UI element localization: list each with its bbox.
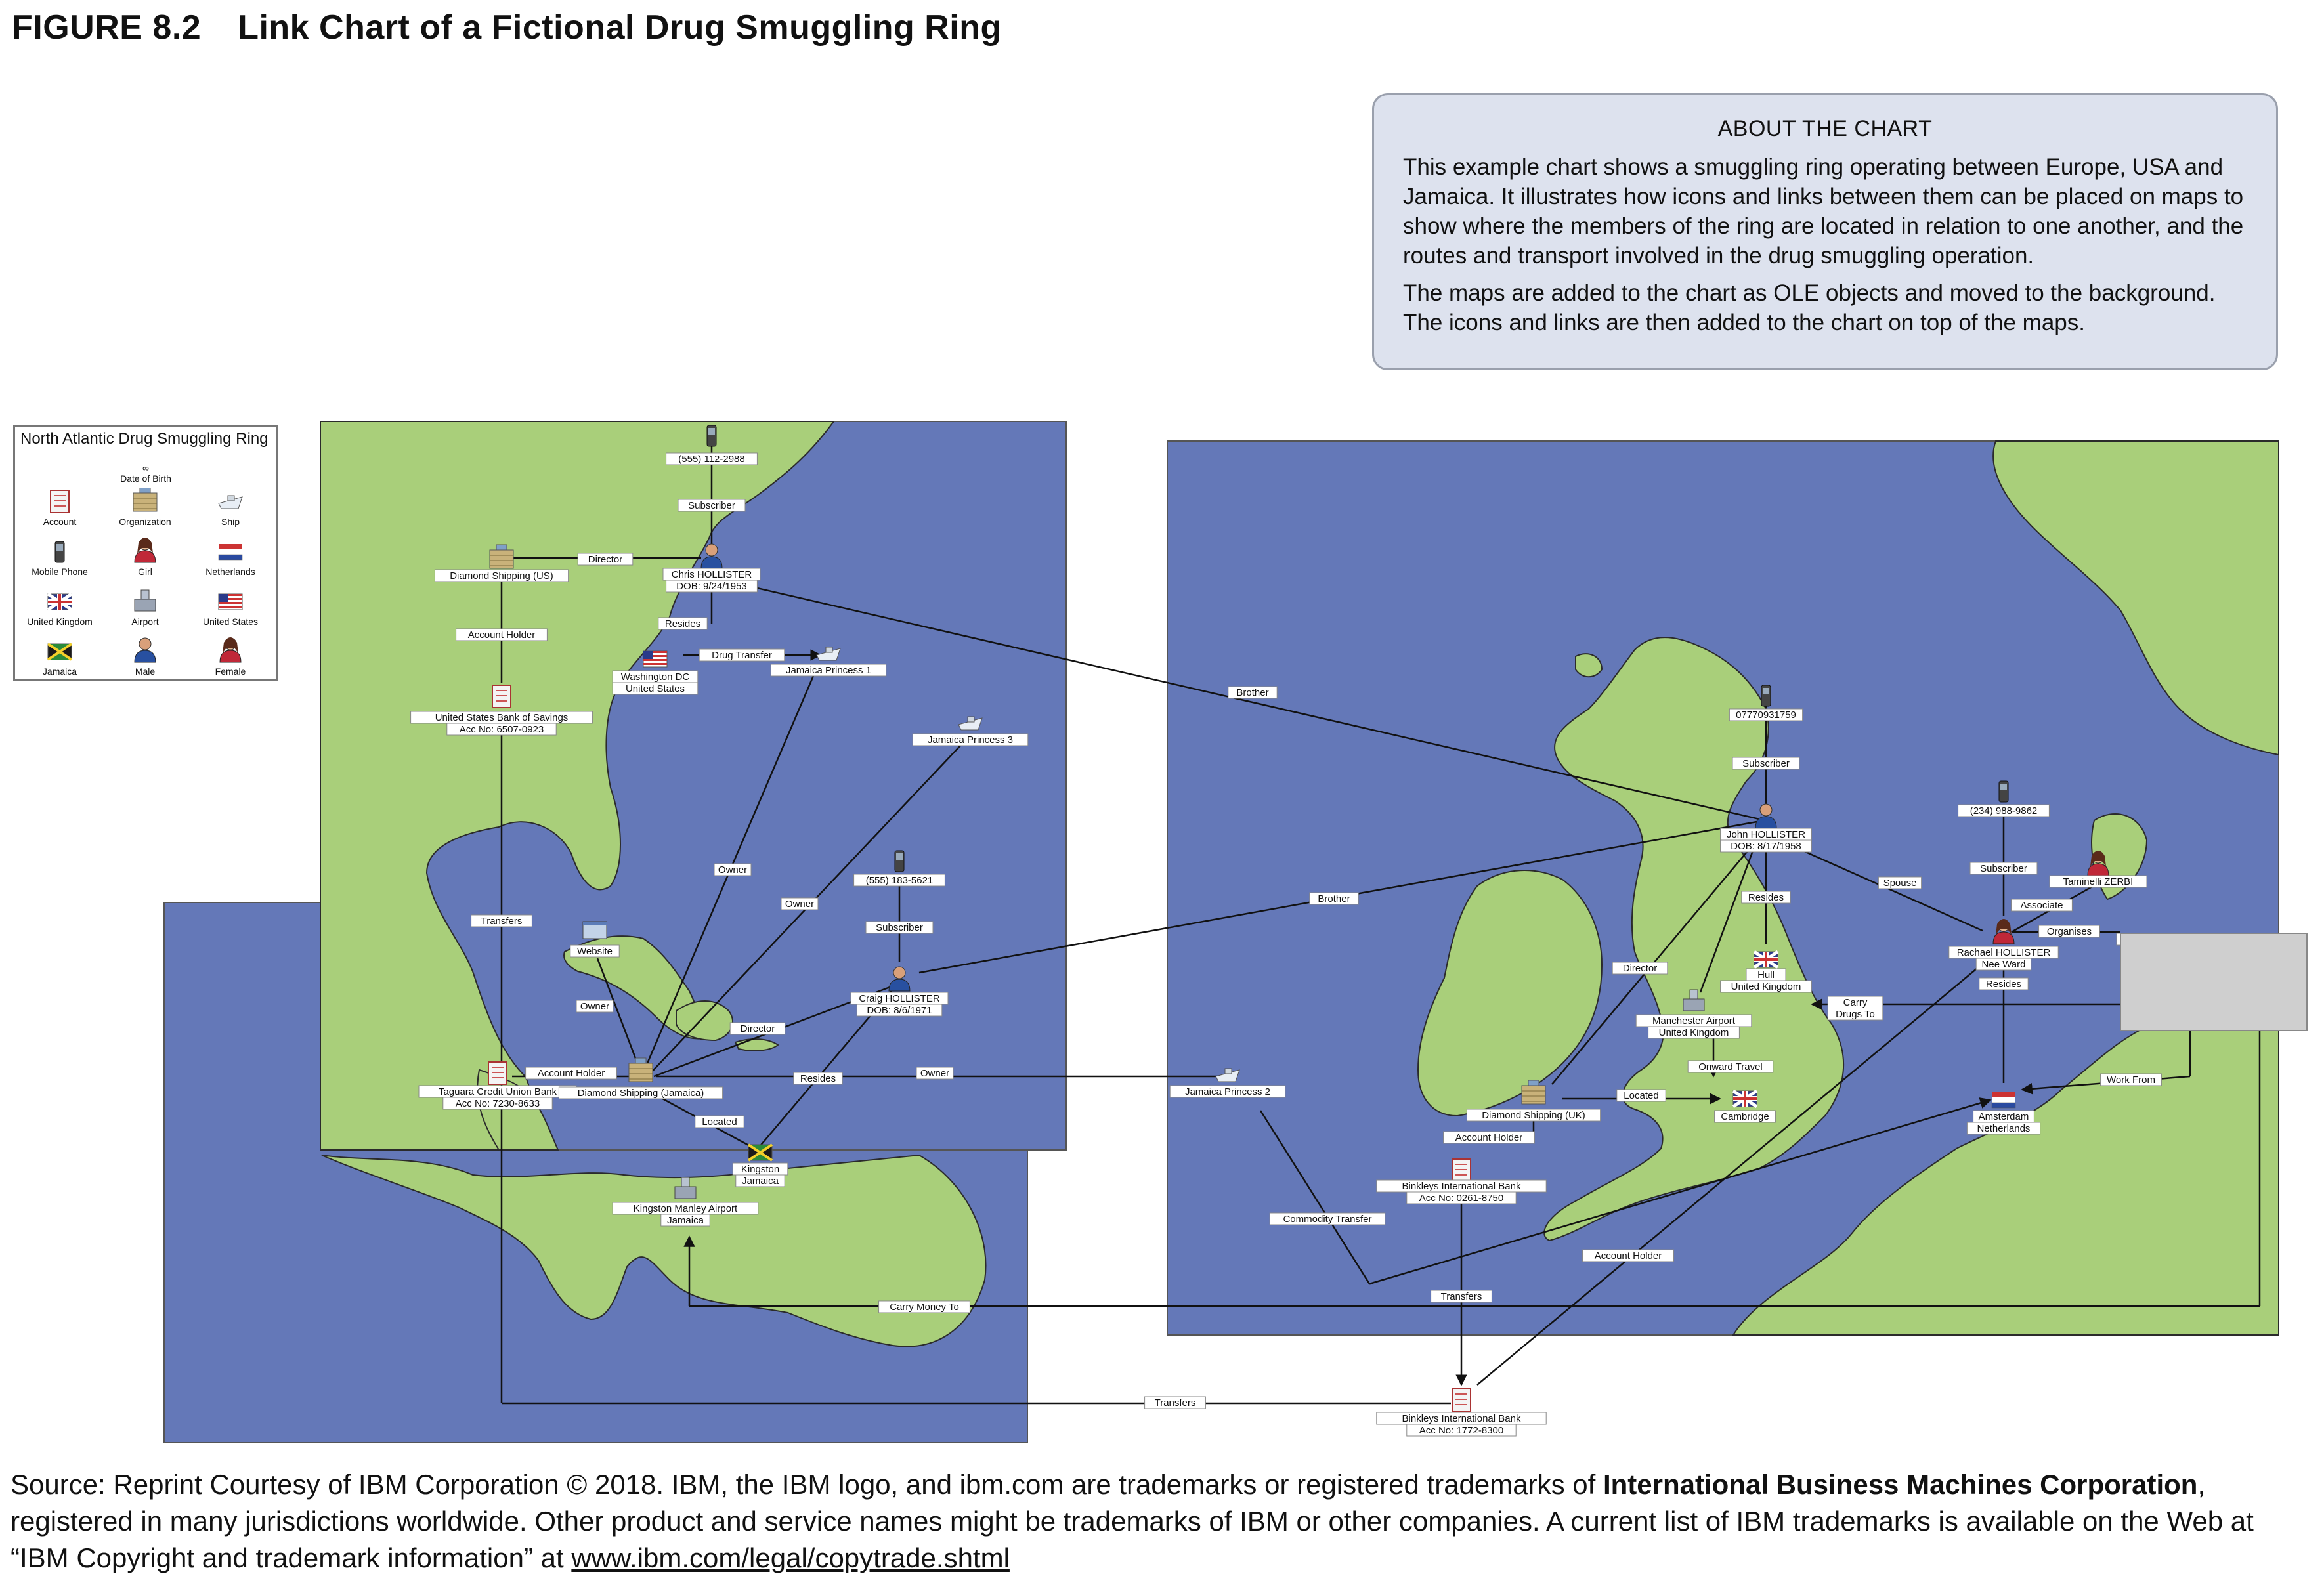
node-label: (555) 112-2988: [678, 454, 745, 465]
svg-text:Subscriber: Subscriber: [1980, 863, 2027, 874]
link-label-resides: [1742, 891, 1790, 903]
account-icon: [492, 685, 511, 708]
about-heading: ABOUT THE CHART: [1717, 116, 1933, 141]
legend-item-male: [106, 637, 184, 677]
svg-text:Resides: Resides: [664, 618, 701, 629]
node-label: Acc No: 6507-0923: [459, 724, 544, 735]
link-label-transfers: [1145, 1397, 1206, 1409]
link-label-resides: [658, 618, 707, 629]
link-label-spouse: [1878, 877, 1921, 889]
node-label: Craig HOLLISTER: [859, 993, 940, 1004]
link-label-carry-drugs-to: [1828, 996, 1883, 1020]
svg-text:Account Holder: Account Holder: [1455, 1132, 1523, 1143]
node-label: DOB: 8/17/1958: [1731, 841, 1801, 852]
svg-text:Resides: Resides: [800, 1073, 836, 1084]
link-label-subscriber: [1970, 862, 2037, 874]
airport-icon: [131, 587, 160, 614]
legend-box: [13, 425, 278, 681]
link-label-subscriber: [866, 922, 933, 933]
link-label-commodity-transfer: [1270, 1213, 1385, 1225]
node-label: Kingston: [741, 1164, 780, 1175]
legend-item-netherlands: [191, 538, 270, 577]
link-label-drug-transfer: [699, 649, 785, 661]
svg-text:Transfers: Transfers: [481, 916, 523, 927]
node-label: Jamaica Princess 3: [927, 734, 1014, 746]
svg-text:Brother: Brother: [1318, 893, 1350, 904]
source-note: [11, 1466, 2308, 1577]
legend-item-ship: [191, 488, 270, 527]
link-label-located: [695, 1116, 744, 1128]
male-icon: [131, 637, 160, 664]
legend-item-airport: [106, 587, 184, 627]
svg-text:Brother: Brother: [1236, 687, 1269, 698]
svg-text:Director: Director: [588, 554, 623, 565]
svg-text:Director: Director: [1622, 963, 1658, 974]
source-prefix: Source: Reprint Courtesy of IBM Corporation © 2018. IBM, the IBM logo, and ibm.com are trademarks or registered trademarks of: [11, 1469, 1603, 1500]
legend-item-label: Ship: [221, 517, 240, 527]
node-label: Netherlands: [1977, 1123, 2031, 1134]
legend-item-label: Female: [215, 666, 246, 677]
courier-group-box: [2120, 933, 2307, 1030]
link-label-carry-money-to: [879, 1301, 970, 1313]
legend-item-organization: [106, 488, 184, 527]
legend-subtitle: ∞ Date of Birth: [120, 463, 171, 484]
legend-item-jamaica: [20, 637, 99, 677]
node-label: Amsterdam: [1978, 1111, 2029, 1122]
svg-text:Owner: Owner: [580, 1001, 610, 1012]
figure-title-text: Link Chart of a Fictional Drug Smuggling Ring: [238, 9, 1002, 47]
about-paragraph-1: This example chart shows a smuggling ring operating between Europe, USA and Jamaica. It illustrates how icons and links between them can be placed on maps to show where the members of the ring are located in relation to one another, and the routes and transport involved in the drug smuggling operation.: [1403, 154, 2244, 268]
link-label-onward-travel: [1688, 1061, 1773, 1072]
svg-text:Drug Transfer: Drug Transfer: [712, 650, 772, 661]
node-label: Rachael HOLLISTER: [1956, 947, 2051, 958]
svg-text:Director: Director: [740, 1023, 775, 1034]
svg-text:Transfers: Transfers: [1440, 1291, 1482, 1302]
mobile-phone-icon: [45, 538, 74, 564]
flag-jm-icon: [748, 1145, 772, 1160]
svg-text:Carry Money To: Carry Money To: [890, 1302, 959, 1313]
svg-text:Spouse: Spouse: [1883, 878, 1917, 889]
legend-item-label: Jamaica: [42, 666, 77, 677]
phone-icon: [1999, 781, 2008, 802]
node-label: Cambridge: [1721, 1111, 1769, 1122]
node-label: Diamond Shipping (UK): [1482, 1110, 1585, 1121]
svg-text:Located: Located: [1624, 1090, 1659, 1101]
legend-item-label: Mobile Phone: [32, 566, 88, 577]
link-label-owner: [576, 1000, 613, 1012]
node-label: Kingston Manley Airport: [633, 1203, 738, 1214]
svg-text:Commodity Transfer: Commodity Transfer: [1283, 1214, 1372, 1225]
svg-text:Drugs To: Drugs To: [1836, 1009, 1875, 1020]
flag-nl-icon: [1992, 1092, 2015, 1108]
node-binkleys2[interactable]: [1377, 1389, 1546, 1436]
link-label-account-holder: [1444, 1132, 1535, 1143]
link-label-transfers: [471, 915, 532, 927]
svg-text:Subscriber: Subscriber: [688, 500, 735, 511]
legend-item-mobile-phone: [20, 538, 99, 577]
svg-text:Account Holder: Account Holder: [467, 629, 536, 641]
node-label: Binkleys International Bank: [1402, 1413, 1521, 1424]
web-icon: [583, 922, 607, 939]
phone-icon: [895, 851, 904, 872]
legend-item-label: United States: [202, 616, 259, 627]
link-label-owner: [714, 864, 751, 876]
organization-icon: [131, 488, 160, 514]
legend-item-account: [20, 488, 99, 527]
source-middle: , registered in many jurisdictions worldwide. Other product and service names might be trademarks of IBM or other companies. A current list of IBM trademarks is available on the Web at “IBM Copyright and trademark information” at: [11, 1469, 2254, 1573]
account-icon: [488, 1062, 507, 1084]
about-paragraph-2: The maps are added to the chart as OLE objects and moved to the background. The icons and links are then added to the chart on top of the maps.: [1403, 280, 2216, 335]
flag-uk-icon: [1754, 952, 1778, 967]
node-label: Diamond Shipping (US): [450, 570, 553, 582]
legend-item-label: Male: [135, 666, 156, 677]
girl-icon: [131, 538, 160, 564]
legend-item-female: [191, 637, 270, 677]
phone-icon: [707, 425, 716, 446]
united-states-icon: [216, 587, 245, 614]
node-label: Jamaica Princess 2: [1184, 1086, 1271, 1097]
node-label: Diamond Shipping (Jamaica): [577, 1088, 704, 1099]
phone-icon: [1761, 685, 1771, 706]
node-label: Acc No: 7230-8633: [455, 1098, 540, 1109]
link-label-director: [730, 1023, 785, 1034]
node-label: (234) 988-9862: [1969, 805, 2038, 817]
svg-text:Work From: Work From: [2107, 1074, 2155, 1086]
svg-text:Located: Located: [702, 1116, 737, 1128]
link-label-brother: [1310, 893, 1358, 904]
node-label: United Kingdom: [1658, 1027, 1729, 1038]
link-label-brother: [1228, 687, 1277, 698]
node-label: Jamaica: [742, 1176, 779, 1187]
svg-text:Resides: Resides: [1985, 979, 2022, 990]
link-label-account-holder: [1583, 1250, 1674, 1262]
link-label-resides: [794, 1072, 842, 1084]
node-label: Acc No: 0261-8750: [1419, 1193, 1504, 1204]
node-label: Jamaica: [667, 1215, 704, 1226]
legend-item-united-states: [191, 587, 270, 627]
node-label: United Kingdom: [1731, 981, 1801, 992]
svg-text:Onward Travel: Onward Travel: [1698, 1061, 1763, 1072]
svg-text:Account Holder: Account Holder: [1594, 1250, 1662, 1262]
legend-item-label: United Kingdom: [27, 616, 93, 627]
legend-item-label: Organization: [119, 517, 171, 527]
svg-text:Owner: Owner: [718, 864, 748, 876]
node-label: United States Bank of Savings: [435, 712, 569, 723]
link-label-account-holder: [456, 629, 548, 641]
node-label: John HOLLISTER: [1726, 829, 1806, 840]
link-label-organises: [2039, 925, 2100, 937]
svg-text:Subscriber: Subscriber: [876, 922, 923, 933]
node-label: Hull: [1757, 969, 1775, 981]
source-link[interactable]: www.ibm.com/legal/copytrade.shtml: [571, 1542, 1010, 1573]
account-icon: [1452, 1389, 1471, 1411]
svg-text:Associate: Associate: [2020, 900, 2063, 911]
flag-uk-icon: [1733, 1091, 1757, 1107]
node-label: United States: [625, 683, 685, 694]
map-us-caribbean: [320, 421, 1066, 1150]
svg-text:Subscriber: Subscriber: [1742, 758, 1790, 769]
netherlands-icon: [216, 538, 245, 564]
node-label: Manchester Airport: [1652, 1015, 1735, 1027]
legend-item-label: Girl: [138, 566, 152, 577]
source-company: International Business Machines Corporation: [1603, 1469, 2198, 1500]
node-label: Taminelli ZERBI: [2063, 876, 2134, 887]
node-label: Taguara Credit Union Bank: [438, 1086, 557, 1097]
node-label: Chris HOLLISTER: [671, 569, 752, 580]
node-label: DOB: 8/6/1971: [867, 1005, 932, 1016]
node-label: Acc No: 1772-8300: [1419, 1425, 1504, 1436]
svg-text:Organises: Organises: [2046, 926, 2092, 937]
legend-item-label: Airport: [131, 616, 159, 627]
link-label-owner: [781, 898, 818, 910]
node-label: 07770931759: [1736, 710, 1796, 721]
ship-icon: [216, 488, 245, 514]
link-label-associate: [2012, 899, 2073, 911]
link-label-subscriber: [678, 499, 745, 511]
link-label-work-from: [2101, 1074, 2162, 1086]
svg-text:Carry: Carry: [1843, 997, 1868, 1008]
node-label: Jamaica Princess 1: [785, 665, 872, 676]
link-label-director: [578, 553, 633, 565]
united-kingdom-icon: [45, 587, 74, 614]
female-icon: [216, 637, 245, 664]
svg-text:Owner: Owner: [920, 1068, 950, 1079]
node-label: Website: [577, 946, 613, 957]
jamaica-icon: [45, 637, 74, 664]
node-label: Binkleys International Bank: [1402, 1181, 1521, 1192]
link-label-subscriber: [1732, 757, 1799, 769]
legend-item-label: Netherlands: [205, 566, 255, 577]
svg-text:Resides: Resides: [1748, 892, 1784, 903]
svg-text:Account Holder: Account Holder: [537, 1068, 605, 1079]
account-icon: [1452, 1159, 1471, 1181]
svg-text:Owner: Owner: [785, 899, 815, 910]
svg-text:Transfers: Transfers: [1154, 1397, 1196, 1409]
account-icon: [45, 488, 74, 514]
legend-item-united-kingdom: [20, 587, 99, 627]
node-label: DOB: 9/24/1953: [676, 581, 747, 592]
link-label-owner: [916, 1067, 953, 1079]
link-label-director: [1612, 962, 1668, 974]
legend-item-girl: [106, 538, 184, 577]
link-label-account-holder: [526, 1067, 617, 1079]
figure-number: FIGURE 8.2: [12, 9, 202, 47]
link-label-located: [1617, 1090, 1666, 1101]
node-label: Washington DC: [620, 671, 690, 683]
map-europe: [1167, 441, 2279, 1335]
legend-title: North Atlantic Drug Smuggling Ring: [20, 430, 269, 448]
node-label: (555) 183-5621: [865, 875, 934, 886]
legend-item-label: Account: [43, 517, 77, 527]
link-label-resides: [1979, 978, 2028, 990]
node-label: Nee Ward: [1981, 959, 2026, 970]
link-label-transfers: [1431, 1290, 1492, 1302]
flag-us-icon: [643, 651, 667, 667]
